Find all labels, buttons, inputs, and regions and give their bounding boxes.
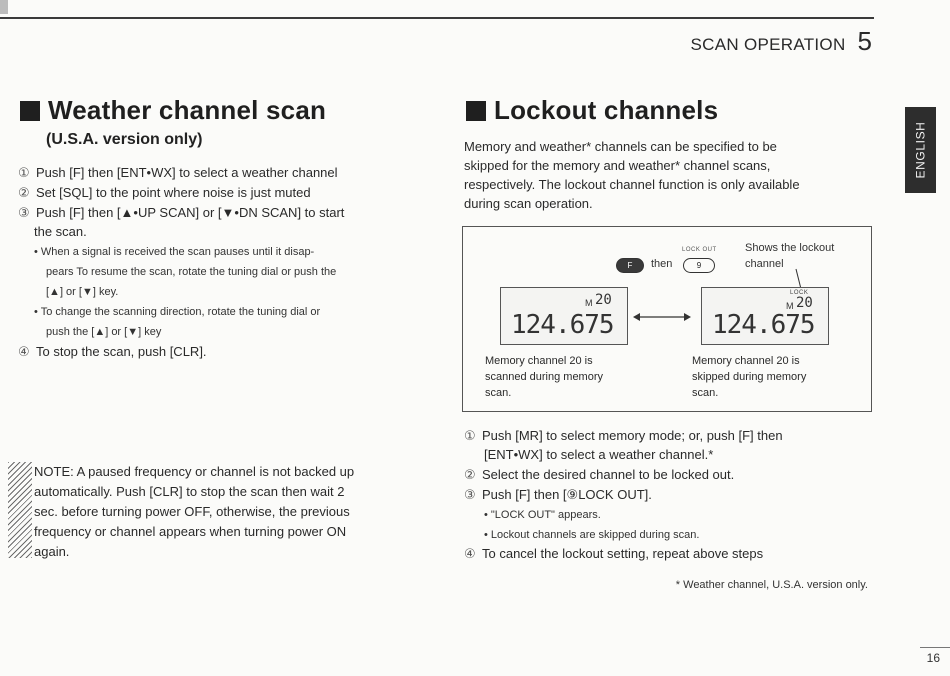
weather-heading xyxy=(20,95,326,126)
then-label: then xyxy=(651,258,673,270)
lockout-step-4: ④ To cancel the lockout setting, repeat above steps xyxy=(464,546,764,561)
nine-key: 9 xyxy=(683,258,715,273)
weather-title: Weather channel scan xyxy=(48,95,327,125)
caption-scanned: Memory channel 20 is scanned during memory scan. xyxy=(485,355,604,399)
section-title: SCAN OPERATION xyxy=(690,35,846,54)
weather-subnote-4: • To change the scanning direction, rotate the tuning dial or xyxy=(34,306,321,318)
note-hatch-mark xyxy=(8,462,32,558)
lockout-key-label: LOCK OUT xyxy=(682,247,717,253)
heading-square-icon xyxy=(20,101,40,121)
lockout-title: Lockout channels xyxy=(494,95,719,125)
top-rule xyxy=(0,17,874,19)
page-number-rule xyxy=(920,647,950,648)
section-number: 5 xyxy=(857,26,872,56)
note-line-2: automatically. Push [CLR] to stop the scan then wait 2 xyxy=(34,484,345,499)
note-line-1: NOTE: A paused frequency or channel is not backed up xyxy=(34,464,355,479)
double-arrow xyxy=(633,311,691,323)
lcd-frequency: 124.675 xyxy=(511,310,614,340)
f-key: F xyxy=(616,258,644,273)
lockout-step-1: ① Push [MR] to select memory mode; or, push [F] then xyxy=(464,428,783,443)
lcd-mem-label: M xyxy=(585,298,593,308)
weather-step-2: ② Set [SQL] to the point where noise is just muted xyxy=(18,185,311,200)
lockout-subnote-2: • Lockout channels are skipped during scan. xyxy=(484,529,700,541)
lockout-subnote-1: • "LOCK OUT" appears. xyxy=(484,509,601,521)
lcd-mem-number: 20 xyxy=(595,292,612,308)
caption-skipped: Memory channel 20 is skipped during memory scan. xyxy=(692,355,807,399)
weather-step-4: ④ To stop the scan, push [CLR]. xyxy=(18,344,207,359)
lockout-step-2: ② Select the desired channel to be locked out. xyxy=(464,467,735,482)
weather-subtitle: (U.S.A. version only) xyxy=(46,131,203,148)
language-tab xyxy=(905,107,936,193)
note-line-5: again. xyxy=(34,544,70,559)
weather-step-3-cont: the scan. xyxy=(34,224,87,239)
lockout-diagram xyxy=(462,226,872,412)
weather-step-1: ① Push [F] then [ENT•WX] to select a weather channel xyxy=(18,165,338,180)
weather-subnote-1: • When a signal is received the scan pauses until it disap- xyxy=(34,246,315,258)
weather-note xyxy=(34,462,420,562)
weather-step-3: ③ Push [F] then [▲•UP SCAN] or [▼•DN SCAN] to start xyxy=(18,205,345,220)
note-line-4: frequency or channel appears when turning power ON xyxy=(34,524,347,539)
lcd-scanned xyxy=(500,287,628,345)
heading-square-icon xyxy=(466,101,486,121)
section-header xyxy=(691,26,873,57)
lockout-intro: Memory and weather* channels can be specified to be skipped for the memory and weather* channel scans, respectively. The lockout channel function is only available during scan operation. xyxy=(464,139,800,211)
lockout-heading xyxy=(466,95,718,126)
lcd-mem-number: 20 xyxy=(796,295,813,311)
page-number: 16 xyxy=(926,651,940,665)
lcd-mem-label: M xyxy=(786,301,794,311)
lockout-step-1-cont: [ENT•WX] to select a weather channel.* xyxy=(484,447,714,462)
footnote: * Weather channel, U.S.A. version only. xyxy=(675,579,868,591)
lcd-frequency: 124.675 xyxy=(712,310,815,340)
weather-subnote-5: push the [▲] or [▼] key xyxy=(46,326,162,338)
lcd-lock-indicator: LOCK xyxy=(790,290,809,296)
weather-subnote-3: [▲] or [▼] key. xyxy=(46,286,119,298)
lockout-callout: Shows the lockout channel xyxy=(745,242,835,270)
lockout-step-3: ③ Push [F] then [⑨LOCK OUT]. xyxy=(464,487,652,502)
lcd-skipped xyxy=(701,287,829,345)
note-line-3: sec. before turning power OFF, otherwise, the previous xyxy=(34,504,350,519)
language-tab-label: ENGLISH xyxy=(913,121,928,179)
weather-subnote-2: pears To resume the scan, rotate the tuning dial or push the xyxy=(46,266,337,278)
page-corner-mark xyxy=(0,0,8,14)
